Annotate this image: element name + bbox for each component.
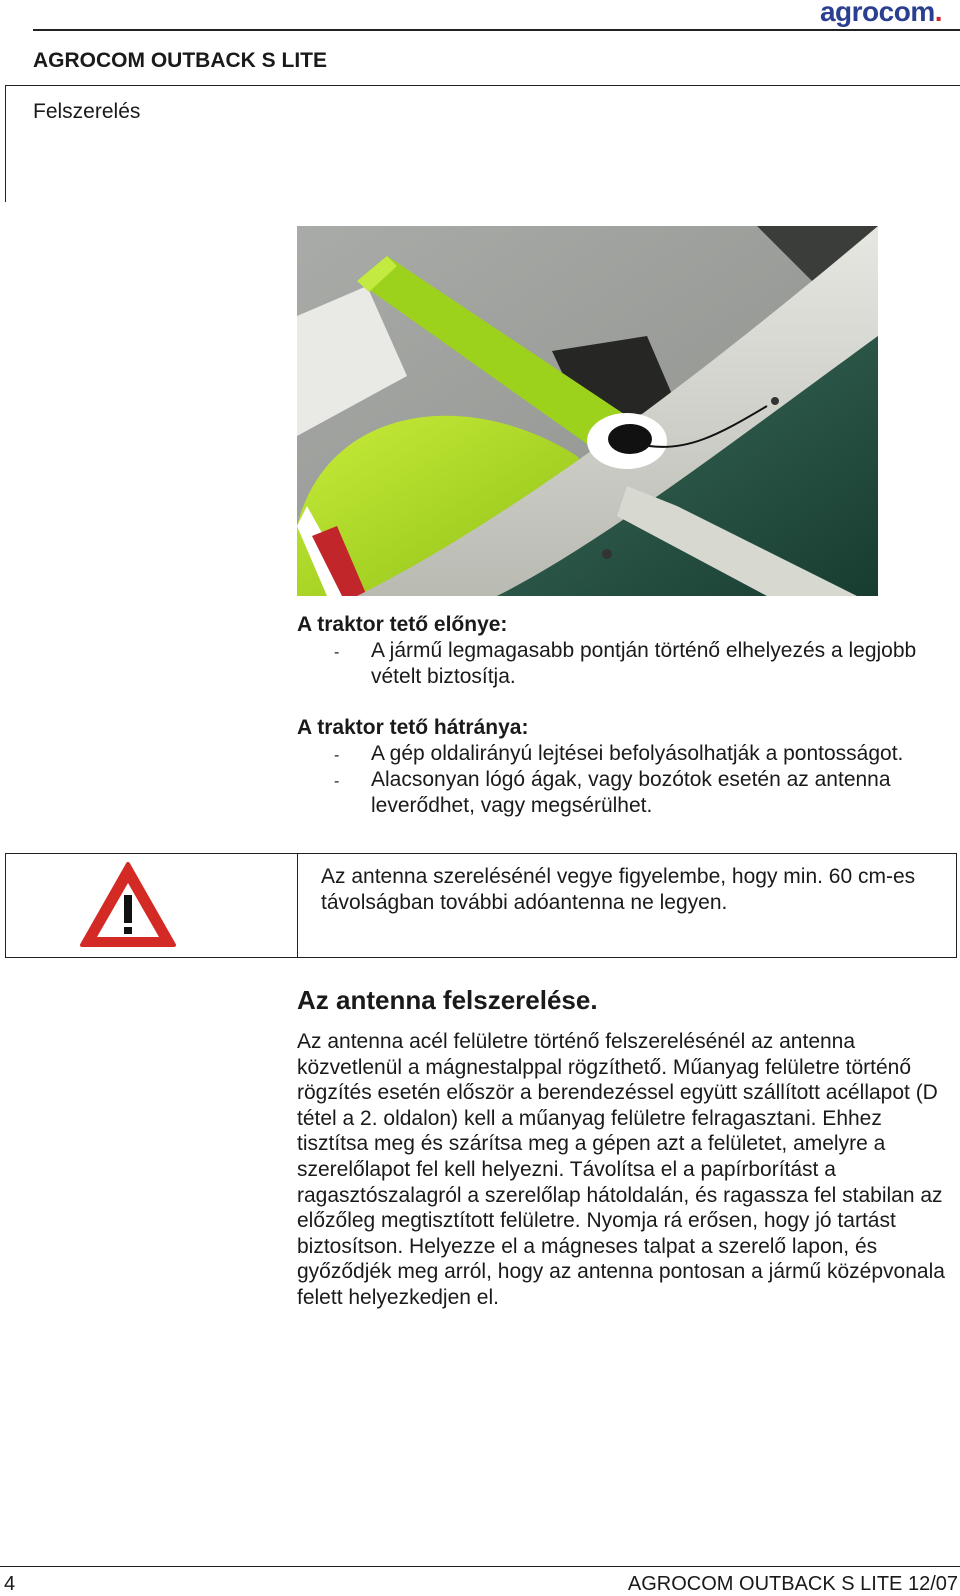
agrocom-logo	[820, 0, 942, 28]
mounting-paragraph: Az antenna acél felületre történő felszerelésénél az antenna közvetlenül a mágnestalppal rögzíthető. Műanyag felületre történő rögzítés esetén először a berendezéssel együtt szállított acéllapot (D tétel a 2. oldalon) kell a műanyag felületre felragasztani. Ehhez tisztítsa meg és szárítsa meg a gépen azt a felületet, amelyre a szerelőlapot fel kell helyezni. Távolítsa el a papírborítást a ragasztószalagról a szerelőlap hátoldalán, és ragassza fel stabilan az előzőleg megtisztított felületre. Nyomja rá erősen, hogy jó tartást biztosítson. Helyezze el a mágneses talpat a szerelő lapon, és győződjék meg arról, hogy az antenna pontosan a jármű középvonala felett helyezkedjen el.	[297, 1030, 945, 1309]
mounting-heading: Az antenna felszerelése.	[297, 985, 598, 1015]
list-item	[297, 638, 952, 690]
advantages-block	[297, 612, 952, 690]
section-left-rule	[5, 85, 6, 202]
warning-box	[5, 853, 957, 958]
bullet-dash: -	[334, 644, 340, 661]
warning-text: Az antenna szerelésénél vegye figyelembe, hogy min. 60 cm-es távolságban további adóantenna ne legyen.	[321, 865, 916, 914]
document-title: AGROCOM OUTBACK S LITE	[33, 49, 327, 72]
list-item-text: A gép oldalirányú lejtései befolyásolhatják a pontosságot.	[371, 742, 904, 765]
list-item	[297, 767, 952, 819]
section-title: Felszerelés	[33, 100, 141, 123]
bullet-dash: -	[334, 773, 340, 790]
logo-text: agrocom	[819, 0, 935, 27]
warning-triangle-icon	[79, 861, 177, 954]
advantages-title: A traktor tető előnye:	[297, 613, 508, 636]
logo-dot: .	[934, 0, 942, 27]
section-rule	[5, 85, 960, 86]
list-item-text: A jármű legmagasabb pontján történő elhelyezés a legjobb vételt biztosítja.	[371, 639, 917, 688]
tractor-roof-antenna-photo	[297, 226, 878, 596]
footer-rule	[0, 1566, 960, 1567]
list-item	[297, 741, 952, 767]
disadvantages-block	[297, 715, 952, 819]
footer-document-ref: AGROCOM OUTBACK S LITE 12/07	[627, 1573, 958, 1595]
page-number: 4	[4, 1573, 16, 1595]
header-rule	[33, 29, 960, 31]
warning-divider	[297, 854, 298, 957]
bullet-dash: -	[334, 747, 340, 764]
disadvantages-title: A traktor tető hátránya:	[297, 716, 529, 739]
list-item-text: Alacsonyan lógó ágak, vagy bozótok esetén az antenna leverődhet, vagy megsérülhet.	[371, 768, 891, 817]
